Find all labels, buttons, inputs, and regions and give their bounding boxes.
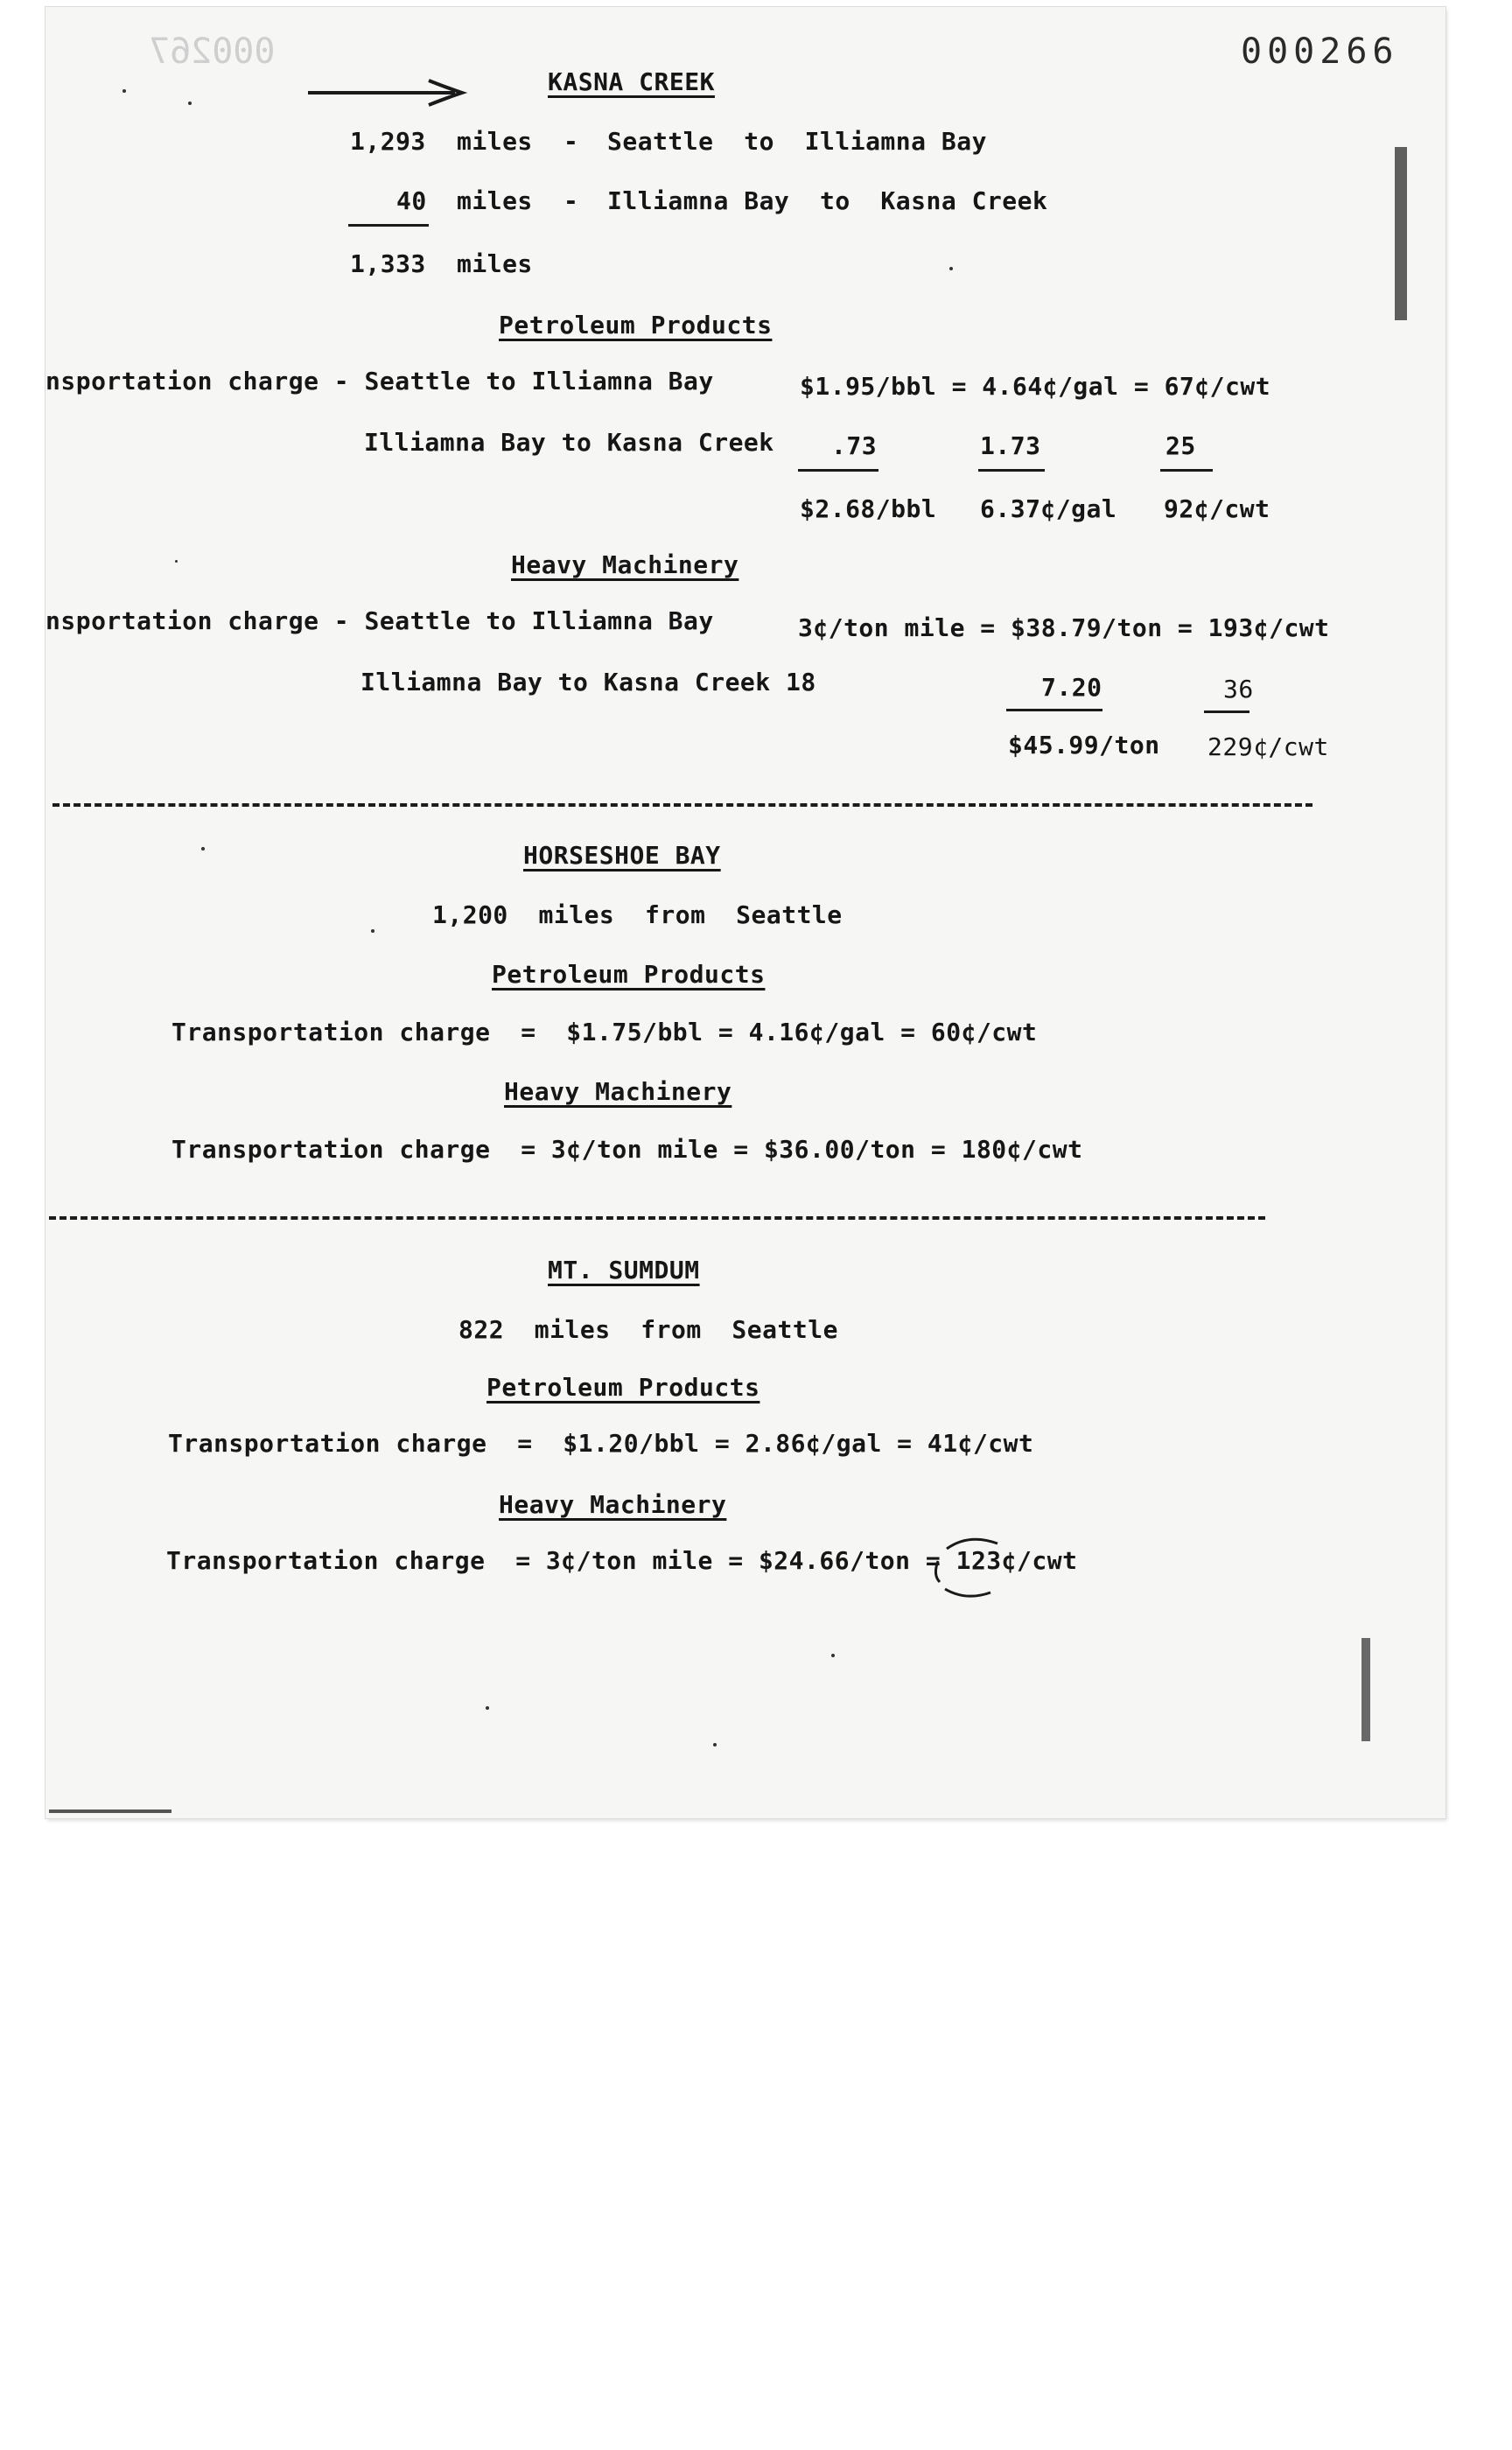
kasna-pet-total-gal: 6.37¢/gal bbox=[980, 494, 1117, 523]
kasna-dist2-route: Illiamna Bay to Kasna Creek bbox=[607, 186, 1048, 215]
kasna-dist2-number: 40 bbox=[396, 186, 427, 215]
kasna-mach-row1-values: 3¢/ton mile = $38.79/ton = 193¢/cwt bbox=[798, 613, 1330, 642]
kasna-pet-total-cwt: 92¢/cwt bbox=[1164, 494, 1270, 523]
kasna-mach-row2-cwt: 36 bbox=[1223, 675, 1254, 704]
speck bbox=[188, 102, 192, 105]
sum-rule bbox=[978, 469, 1045, 472]
kasna-mach-total-cwt: 229¢/cwt bbox=[1208, 732, 1329, 761]
kasna-pet-total-bbl: $2.68/bbl bbox=[800, 494, 937, 523]
kasna-dist1-number: 1,293 bbox=[350, 127, 426, 156]
horseshoe-machinery-heading: Heavy Machinery bbox=[504, 1077, 732, 1106]
horseshoe-machinery-charge: Transportation charge = 3¢/ton mile = $36.00/ton = 180¢/cwt bbox=[172, 1135, 1083, 1164]
kasna-heading: KASNA CREEK bbox=[548, 67, 715, 96]
kasna-pet-row2-bbl: .73 bbox=[831, 431, 878, 460]
speck bbox=[831, 1654, 835, 1657]
sumdum-machinery-charge: Transportation charge = 3¢/ton mile = $24.66/ton = 123¢/cwt bbox=[166, 1546, 1078, 1575]
sumdum-petroleum-charge: Transportation charge = $1.20/bbl = 2.86¢/gal = 41¢/cwt bbox=[168, 1429, 1034, 1458]
horseshoe-petroleum-charge: Transportation charge = $1.75/bbl = 4.16¢/gal = 60¢/cwt bbox=[172, 1018, 1038, 1046]
speck bbox=[201, 847, 205, 850]
kasna-dist1-route: Seattle to Illiamna Bay bbox=[607, 127, 987, 156]
scan-edge-mark bbox=[1362, 1638, 1370, 1741]
horseshoe-distance: 1,200 miles from Seattle bbox=[432, 900, 843, 929]
sum-rule bbox=[1006, 709, 1102, 711]
kasna-mach-row2-ton: 7.20 bbox=[1041, 673, 1102, 702]
arrow-right-icon bbox=[306, 77, 468, 108]
section-divider bbox=[52, 803, 1312, 807]
sumdum-petroleum-heading: Petroleum Products bbox=[486, 1373, 760, 1402]
hand-drawn-circle-mark bbox=[929, 1531, 1017, 1605]
kasna-mach-row2-label: Illiamna Bay to Kasna Creek 18 bbox=[360, 668, 816, 696]
kasna-pet-row2-cwt: 25 bbox=[1166, 431, 1196, 460]
sumdum-machinery-heading: Heavy Machinery bbox=[499, 1490, 727, 1519]
horseshoe-petroleum-heading: Petroleum Products bbox=[492, 960, 766, 989]
sum-rule bbox=[1204, 710, 1250, 713]
kasna-total-unit: miles bbox=[457, 249, 533, 278]
kasna-dist1-unit: miles bbox=[457, 127, 533, 156]
sumdum-distance: 822 miles from Seattle bbox=[458, 1315, 838, 1344]
kasna-dist2-dash: - bbox=[564, 186, 579, 215]
kasna-total-number: 1,333 bbox=[350, 249, 426, 278]
kasna-machinery-heading: Heavy Machinery bbox=[511, 550, 739, 579]
speck bbox=[122, 89, 126, 93]
speck bbox=[949, 267, 953, 270]
kasna-pet-row2-gal: 1.73 bbox=[980, 431, 1041, 460]
kasna-mach-row1-label: nsportation charge - Seattle to Illiamna Bay bbox=[46, 606, 714, 635]
sum-rule bbox=[798, 469, 878, 472]
horseshoe-heading: HORSESHOE BAY bbox=[523, 841, 721, 870]
kasna-pet-row1-label: nsportation charge - Seattle to Illiamna Bay bbox=[46, 367, 714, 396]
speck bbox=[486, 1706, 489, 1710]
speck bbox=[175, 560, 178, 563]
kasna-mach-total-ton: $45.99/ton bbox=[1008, 731, 1160, 760]
sum-rule bbox=[1160, 469, 1213, 472]
kasna-pet-row1-values: $1.95/bbl = 4.64¢/gal = 67¢/cwt bbox=[800, 372, 1271, 401]
document-number: 000266 bbox=[1241, 32, 1399, 72]
kasna-pet-row2-label: Illiamna Bay to Kasna Creek bbox=[364, 428, 774, 457]
scan-edge-mark bbox=[1395, 147, 1407, 320]
scan-bottom-edge bbox=[49, 1810, 172, 1813]
sum-rule bbox=[348, 224, 429, 227]
kasna-dist1-dash: - bbox=[564, 127, 579, 156]
kasna-dist2-unit: miles bbox=[457, 186, 533, 215]
speck bbox=[371, 929, 374, 933]
speck bbox=[713, 1743, 717, 1746]
kasna-petroleum-heading: Petroleum Products bbox=[499, 311, 773, 340]
section-divider bbox=[49, 1216, 1265, 1220]
sumdum-heading: MT. SUMDUM bbox=[548, 1256, 700, 1284]
bleed-through-number: 000267 bbox=[149, 32, 276, 72]
